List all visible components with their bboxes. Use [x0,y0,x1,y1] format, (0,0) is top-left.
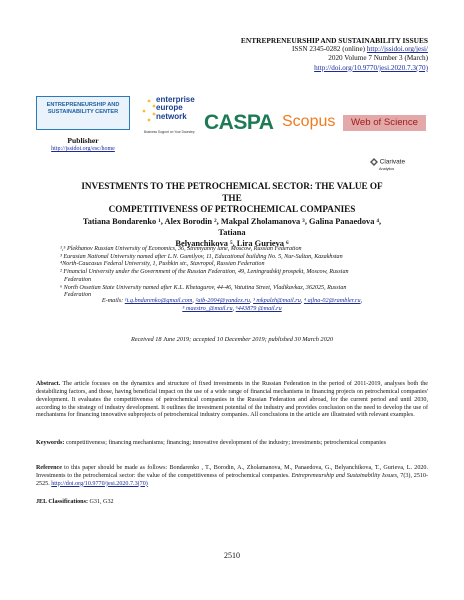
doi-link[interactable]: http://doi.org/10.9770/jesi.2020.7.3(70) [314,63,428,72]
authors [76,216,388,249]
publication-dates: Received 18 June 2019; accepted 10 December 2019; published 30 March 2020 [130,336,334,343]
keywords-label: Keywords: [36,440,65,446]
een-text [156,96,195,121]
affiliation-1: ¹,⁵ Plekhanov Russian University of Economics, 36, Stremyanny lane, Moscow, Russian Federation [60,246,302,252]
affiliation-4-cont: Federation [64,276,92,283]
issue-line: 2020 Volume 7 Number 3 (March) [328,54,428,63]
emails-line-1: E-mails: ¹t.g.bndarenko@gmail.com, ²aib-2004@yandex.ru, ³ mkpalzh@mail.ru, ⁴ ajlna-02@rambler.ru, [101,297,363,304]
jel-classifications [36,499,428,507]
een-subtitle: Business Support on Your Doorstep [144,130,195,134]
affiliation-4: ² Financial University under the Government of the Russian Federation, 49, Leningradskij prospekt, Moscow, Russian [60,269,349,276]
issn-text: ISSN 2345-0282 (online) [291,45,367,54]
article-title [80,181,384,216]
jel-label: JEL Classifications: [36,499,88,505]
journal-name: ENTREPRENEURSHIP AND SUSTAINABILITY ISSUES [240,36,428,45]
reference-label: Reference [36,465,62,471]
esc-logo [36,96,130,130]
page-number: 2510 [224,551,240,560]
reference-text: to this paper should be made as follows: Bondarenko , T., Borodin, A., Zholamanova, M., Panaedova, G., Belyanchikova, T., Gurieva, L. 2020. Investments to the petrochemical sector: the value of the competitiveness of petrochemical companies. [36,465,428,479]
publisher-label: Publisher [67,136,99,145]
caspa-logo: CASPA [204,111,274,134]
een-line2: europe [156,103,183,113]
reference-tail: , 7(3), 2510-2525. [36,472,428,487]
clarivate-text: Clarivate [379,158,405,166]
esc-logo-line1: ENTREPRENEURSHIP AND [46,102,120,108]
abstract-text: The article focuses on the dynamics and structure of fixed investments in the Russian Federation in the period of 2011-2019, analyses both the destabilizing factors, and those, having beneficial impact on the use of a wide range of financial mechanisms in financing projects on petrochemical companies' development. It evaluates the competitiveness of petrochemical companies in the Russian Federation and abroad, for the current period and until 2030, according to the strategy of industry development. It outlines the investment potential of the industry and provides conclusion on the need to develop the use of mechanisms for financing innovative subprojects of petrochemical industry companies. All conclusions in the article are illustrated with relevant examples. [36,381,428,419]
email-4[interactable]: ⁴ ajlna-02@rambler.ru [303,297,361,304]
een-line1: enterprise [156,95,195,104]
een-stars-icon [142,98,156,124]
email-1[interactable]: ¹t.g.bndarenko@gmail.com [124,297,193,304]
een-logo [142,94,200,138]
email-5[interactable]: ⁵ maestro_@mail.ru [182,304,233,312]
keywords [36,440,428,448]
reference-link[interactable]: http://doi.org/10.9770/jesi.2020.7.3(70) [51,480,148,487]
publisher-link[interactable]: http://jssidoi.org/esc/home [51,146,115,152]
emails-label: E-mails: [101,297,125,304]
title-line-2: COMPETITIVENESS OF PETROCHEMICAL COMPANIES [108,204,356,215]
email-2[interactable]: ²aib-2004@yandex.ru [195,297,250,304]
keywords-text: competitiveness; financing mechanisms; financing; innovative development of the industry; investments; petrochemical companies [64,440,386,446]
een-line3: network [156,111,187,121]
journal-link[interactable]: http://jssidoi.org/jesi/ [366,45,428,54]
authors-line-1: Tatiana Bondarenko ¹, Alex Borodin ², Makpal Zholamanova ³, Galina Panaedova ⁴, Tatiana [82,217,382,237]
affiliation-5: ⁶ North Ossetian State University named after K.L. Khetagurov, 44-46, Vatutina Street, Vladikavkaz, 362025, Russian [60,284,347,291]
affiliation-2: ³ Eurasian National University named after L.N. Gumilyov, 11, Educational building No. 5, Nur-Sultan, Kazakhstan [60,253,343,260]
authors-line-2: Belyanchikova ⁵, Lira Gurieva ⁶ [175,239,289,248]
email-3[interactable]: ³ mkpalzh@mail.ru [253,297,301,304]
affiliations [60,246,404,300]
esc-logo-line2: SUSTAINABILITY CENTER [47,109,119,115]
abstract [36,381,428,420]
emails [60,297,404,313]
clarivate-subtext: Analytics [379,167,395,171]
clarivate-icon [370,158,378,166]
issn-line [241,45,428,54]
scopus-logo: Scopus [282,113,336,130]
abstract-label: Abstract. [36,381,61,387]
jel-text: G31, G32 [87,499,114,505]
email-6[interactable]: ⁶443879 @mail.ru [235,304,282,312]
clarivate-logo [370,158,405,172]
web-of-science-logo: Web of Science [343,115,426,131]
title-line-1: INVESTMENTS TO THE PETROCHEMICAL SECTOR: THE VALUE OF THE [81,181,383,203]
emails-line-2: ⁵ maestro_@mail.ru, ⁶443879 @mail.ru [182,304,282,312]
reference-journal: Entrepreneurship and Sustainability Issues [291,472,397,479]
reference [36,465,428,489]
affiliation-5-cont: Federation [64,292,92,299]
affiliation-3: ⁴North-Caucasus Federal University, 1, Pushkin str., Stavropol, Russian Federation [60,261,265,268]
journal-header [241,36,428,73]
